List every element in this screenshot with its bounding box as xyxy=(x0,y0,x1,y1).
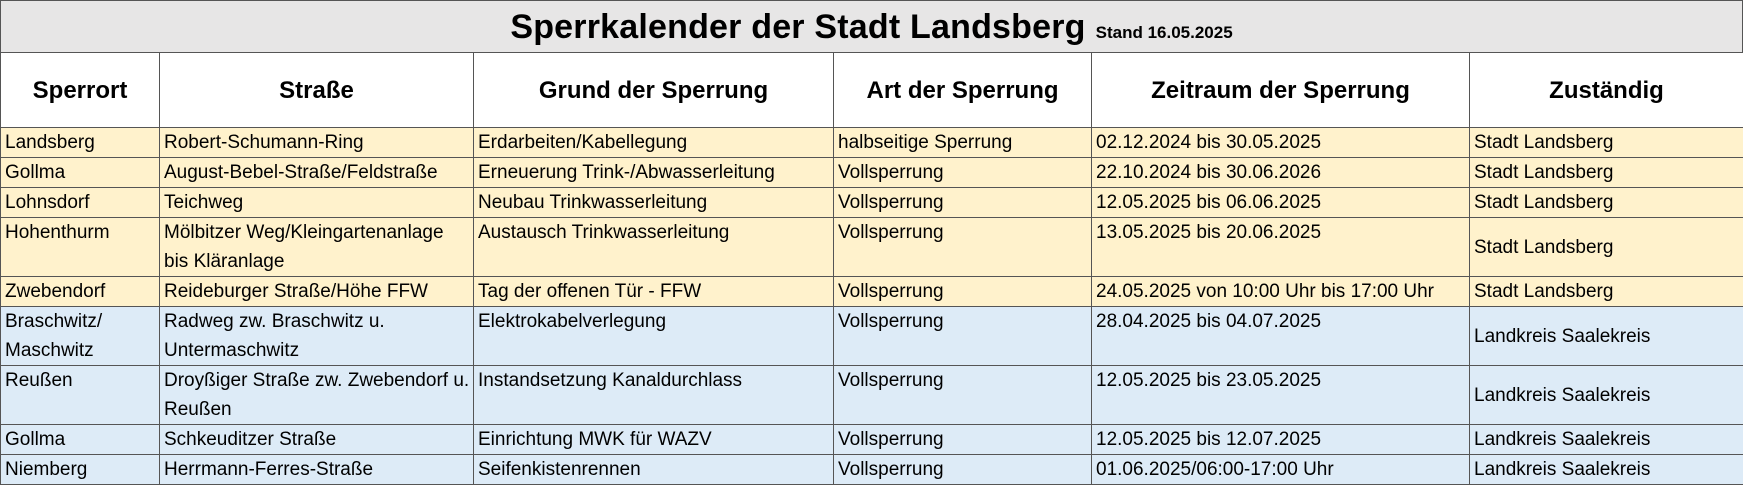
table-row xyxy=(1,366,1743,425)
column-header-art[interactable]: Art der Sperrung xyxy=(834,53,1092,128)
table-row xyxy=(1,218,1743,277)
cell-strasse[interactable]: Robert-Schumann-Ring xyxy=(160,128,474,158)
cell-sperrort[interactable]: Hohenthurm xyxy=(1,218,160,277)
table-row xyxy=(1,307,1743,366)
title-bar xyxy=(0,0,1743,53)
cell-strasse[interactable]: Droyßiger Straße zw. Zwebendorf u. Reußen xyxy=(160,366,474,425)
cell-zeitraum[interactable]: 13.05.2025 bis 20.06.2025 xyxy=(1092,218,1470,277)
cell-zeitraum[interactable]: 01.06.2025/06:00-17:00 Uhr xyxy=(1092,455,1470,485)
cell-grund[interactable]: Instandsetzung Kanaldurchlass xyxy=(474,366,834,425)
cell-art[interactable]: halbseitige Sperrung xyxy=(834,128,1092,158)
cell-grund[interactable]: Einrichtung MWK für WAZV xyxy=(474,425,834,455)
cell-zeitraum[interactable]: 12.05.2025 bis 23.05.2025 xyxy=(1092,366,1470,425)
table-row xyxy=(1,188,1743,218)
cell-zustaendig[interactable]: Stadt Landsberg xyxy=(1470,158,1743,188)
cell-sperrort[interactable]: Braschwitz/ Maschwitz xyxy=(1,307,160,366)
cell-strasse[interactable]: Radweg zw. Braschwitz u. Untermaschwitz xyxy=(160,307,474,366)
cell-zustaendig[interactable]: Stadt Landsberg xyxy=(1470,218,1743,277)
cell-strasse[interactable]: Herrmann-Ferres-Straße xyxy=(160,455,474,485)
column-header-zeitraum[interactable]: Zeitraum der Sperrung xyxy=(1092,53,1470,128)
cell-grund[interactable]: Austausch Trinkwasserleitung xyxy=(474,218,834,277)
table-row xyxy=(1,455,1743,485)
cell-sperrort[interactable]: Reußen xyxy=(1,366,160,425)
cell-sperrort[interactable]: Landsberg xyxy=(1,128,160,158)
stand-date: Stand 16.05.2025 xyxy=(1095,23,1233,42)
cell-art[interactable]: Vollsperrung xyxy=(834,218,1092,277)
column-header-strasse[interactable]: Straße xyxy=(160,53,474,128)
cell-zeitraum[interactable]: 12.05.2025 bis 06.06.2025 xyxy=(1092,188,1470,218)
cell-strasse[interactable]: Teichweg xyxy=(160,188,474,218)
column-header-grund[interactable]: Grund der Sperrung xyxy=(474,53,834,128)
cell-art[interactable]: Vollsperrung xyxy=(834,366,1092,425)
cell-grund[interactable]: Neubau Trinkwasserleitung xyxy=(474,188,834,218)
cell-grund[interactable]: Erneuerung Trink-/Abwasserleitung xyxy=(474,158,834,188)
cell-strasse[interactable]: Reideburger Straße/Höhe FFW xyxy=(160,277,474,307)
cell-art[interactable]: Vollsperrung xyxy=(834,188,1092,218)
table-row xyxy=(1,425,1743,455)
cell-sperrort[interactable]: Lohnsdorf xyxy=(1,188,160,218)
cell-sperrort[interactable]: Zwebendorf xyxy=(1,277,160,307)
cell-zeitraum[interactable]: 12.05.2025 bis 12.07.2025 xyxy=(1092,425,1470,455)
cell-zustaendig[interactable]: Stadt Landsberg xyxy=(1470,277,1743,307)
closure-table xyxy=(0,52,1743,485)
cell-zustaendig[interactable]: Landkreis Saalekreis xyxy=(1470,366,1743,425)
cell-art[interactable]: Vollsperrung xyxy=(834,307,1092,366)
table-row xyxy=(1,277,1743,307)
header-row xyxy=(1,53,1743,128)
cell-zustaendig[interactable]: Landkreis Saalekreis xyxy=(1470,307,1743,366)
cell-grund[interactable]: Seifenkistenrennen xyxy=(474,455,834,485)
cell-grund[interactable]: Tag der offenen Tür - FFW xyxy=(474,277,834,307)
cell-strasse[interactable]: Schkeuditzer Straße xyxy=(160,425,474,455)
cell-zeitraum[interactable]: 28.04.2025 bis 04.07.2025 xyxy=(1092,307,1470,366)
cell-sperrort[interactable]: Niemberg xyxy=(1,455,160,485)
cell-grund[interactable]: Erdarbeiten/Kabellegung xyxy=(474,128,834,158)
column-header-sperrort[interactable]: Sperrort xyxy=(1,53,160,128)
cell-zustaendig[interactable]: Stadt Landsberg xyxy=(1470,128,1743,158)
cell-sperrort[interactable]: Gollma xyxy=(1,158,160,188)
cell-zustaendig[interactable]: Landkreis Saalekreis xyxy=(1470,425,1743,455)
cell-zustaendig[interactable]: Landkreis Saalekreis xyxy=(1470,455,1743,485)
cell-zeitraum[interactable]: 22.10.2024 bis 30.06.2026 xyxy=(1092,158,1470,188)
cell-art[interactable]: Vollsperrung xyxy=(834,158,1092,188)
cell-zeitraum[interactable]: 24.05.2025 von 10:00 Uhr bis 17:00 Uhr xyxy=(1092,277,1470,307)
cell-grund[interactable]: Elektrokabelverlegung xyxy=(474,307,834,366)
cell-strasse[interactable]: Mölbitzer Weg/Kleingartenanlage bis Kläranlage xyxy=(160,218,474,277)
cell-strasse[interactable]: August-Bebel-Straße/Feldstraße xyxy=(160,158,474,188)
cell-art[interactable]: Vollsperrung xyxy=(834,277,1092,307)
cell-art[interactable]: Vollsperrung xyxy=(834,455,1092,485)
table-row xyxy=(1,158,1743,188)
cell-zustaendig[interactable]: Stadt Landsberg xyxy=(1470,188,1743,218)
column-header-zustaendig[interactable]: Zuständig xyxy=(1470,53,1743,128)
cell-zeitraum[interactable]: 02.12.2024 bis 30.05.2025 xyxy=(1092,128,1470,158)
table-row xyxy=(1,128,1743,158)
page-title: Sperrkalender der Stadt Landsberg xyxy=(510,7,1086,46)
cell-art[interactable]: Vollsperrung xyxy=(834,425,1092,455)
cell-sperrort[interactable]: Gollma xyxy=(1,425,160,455)
